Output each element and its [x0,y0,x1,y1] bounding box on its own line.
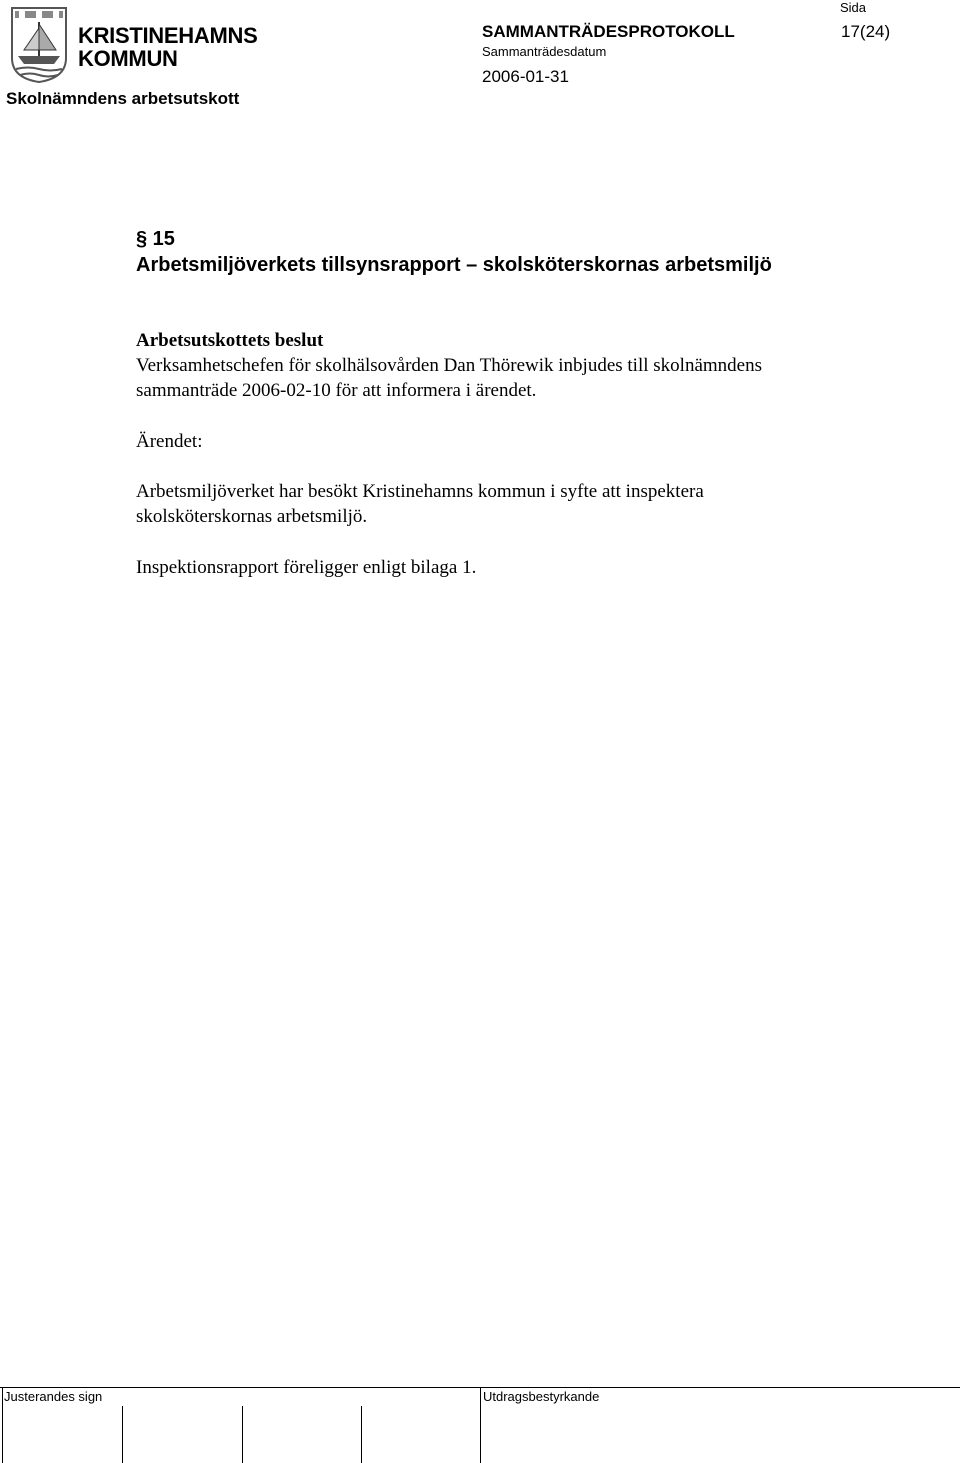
department-name: Skolnämndens arbetsutskott [6,89,240,108]
signer-label: Justerandes sign [4,1389,103,1404]
extract-label: Utdragsbestyrkande [483,1389,600,1404]
signature-box-divider [361,1406,362,1463]
signature-box-divider [2,1387,3,1463]
matter-text: Arbetsmiljöverket har besökt Kristinehamns kommun i syfte att inspektera skolsköterskornas arbetsmiljö. [136,481,704,527]
decision-heading: Arbetsutskottets beslut [136,330,324,351]
municipal-logo-icon [10,6,68,84]
page-number: 17(24) [841,22,891,41]
section-title: Arbetsmiljöverkets tillsynsrapport – skolsköterskornas arbetsmiljö [136,254,772,276]
meeting-date: 2006-01-31 [482,67,569,86]
date-label: Sammanträdesdatum [482,44,607,59]
org-name-line2: KOMMUN [78,46,178,71]
org-name-line1: KRISTINEHAMNS [78,23,258,48]
signature-box-divider [242,1406,243,1463]
paragraph-number: § 15 [136,228,175,250]
section-heading [136,226,776,278]
inspection-text: Inspektionsrapport föreligger enligt bilaga 1. [136,557,477,578]
signature-box-divider [122,1406,123,1463]
decision-text: Verksamhetschefen för skolhälsovården Dan Thörewik inbjudes till skolnämndens sammanträde 2006-02-10 för att informera i ärendet. [136,355,762,401]
matter-heading: Ärendet: [136,431,203,452]
document-type: SAMMANTRÄDESPROTOKOLL [482,22,735,41]
signature-box-divider [480,1387,481,1463]
organization-name [78,24,257,70]
page-label: Sida [840,0,867,15]
